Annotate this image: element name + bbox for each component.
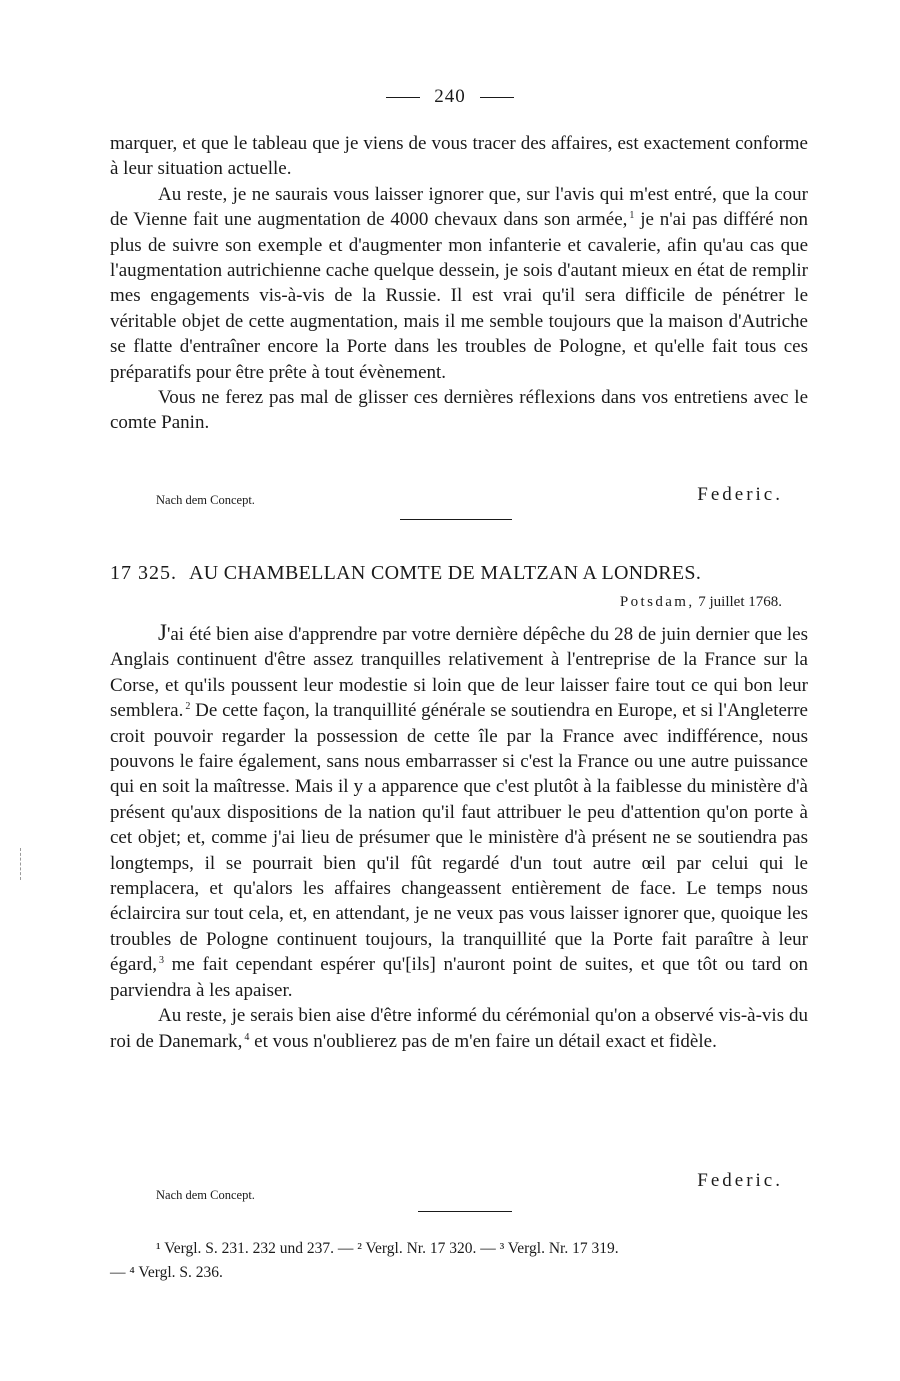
letter-place: Potsdam, — [619, 594, 695, 610]
letter-2-paragraph-2-text-b: et vous n'oublierez pas de m'en faire un détail exact et fidèle. — [249, 1030, 717, 1052]
margin-mark — [20, 848, 21, 880]
letter-2-body — [110, 620, 808, 1054]
letter-1-paragraph-2-text-b: je n'ai pas différé non plus de suivre son exemple et d'augmenter mon infanterie et cavalerie, afin qu'au cas que l'augmentation autrichienne cache quelque dessein, je sois d'autant mieux en état de remplir mes engagements vis-à-vis de la Russie. Il est vrai qu'il sera difficile de pénétrer le véritable objet de cette augmentation, mais il me semble toujours que la maison d'Autriche se flatte d'entraîner encore la Porte dans les troubles de Pologne, et qu'elle fait tous ces préparatifs pour être prête à tout évènement. — [110, 209, 808, 383]
letter-date: 7 juillet 1768. — [698, 594, 782, 610]
letter-2-paragraph-2-text-a: Au reste, je serais bien aise d'être informé du cérémonial qu'on a observé vis-à-vis du roi de Danemark, — [110, 1005, 808, 1052]
footnotes — [110, 1237, 808, 1285]
letter-2-heading — [110, 562, 808, 585]
header-dash-left — [386, 97, 420, 98]
letter-1-paragraph-1: marquer, et que le tableau que je viens de vous tracer des affaires, est exactement conforme à leur situation actuelle. — [110, 133, 808, 180]
footnote-ref-3: 3 — [158, 955, 164, 967]
letter-2-concept-note: Nach dem Concept. — [156, 1188, 255, 1202]
footnote-ref-1: 1 — [629, 210, 635, 222]
letter-2-paragraph-1-text-c: me fait cependant espérer qu'[ils] n'auront point de suites, et que tôt ou tard on parviendra à les apaiser. — [110, 954, 808, 1001]
letter-1-body — [110, 131, 808, 436]
footnote-ref-4: 4 — [244, 1031, 250, 1043]
page-number: 240 — [434, 86, 466, 107]
letter-1-paragraph-3: Vous ne ferez pas mal de glisser ces dernières réflexions dans vos entretiens avec le comte Panin. — [110, 387, 808, 434]
footnote-line-1: ¹ Vergl. S. 231. 232 und 237. — ² Vergl. Nr. 17 320. — ³ Vergl. Nr. 17 319. — [156, 1240, 619, 1257]
footnote-line-2: — ⁴ Vergl. S. 236. — [110, 1264, 223, 1281]
letter-1-paragraph-2 — [110, 182, 808, 385]
footnote-divider — [418, 1211, 512, 1212]
letter-1-paragraph-2-text-a: Au reste, je ne saurais vous laisser ignorer que, sur l'avis qui m'est entré, que la cour de Vienne fait une augmentation de 4000 chevaux dans son armée, — [110, 183, 808, 231]
header-dash-right — [480, 97, 514, 98]
letter-1-concept-note: Nach dem Concept. — [156, 493, 255, 507]
letter-2-paragraph-1-text-b: De cette façon, la tranquillité générale se soutiendra en Europe, et si l'Angleterre croit pouvoir regarder la possession de cette île par la France avec indifférence, nous pouvons le faire également, sans nous embarrasser si c'est la France ou une autre puissance qui en soit la maîtresse. Mais il y a apparence que c'est plutôt à la faiblesse du ministère d'à présent qu'aux dispositions de la nation qu'il faut attribuer le peu d'attention qu'on porte à cet objet; et, comme j'ai lieu de présumer que le ministère d'à présent ne se soutiendra pas longtemps, il se pourrait bien qu'il fût regardé d'un tout autre œil par celui qui le remplacera, et qu'alors les affaires changeassent entièrement de face. Le temps nous éclaircira sur tout cela, et, en attendant, je ne veux pas vous laisser ignorer que, quoique les troubles de Pologne continuent toujours, la tranquillité que la Porte fait paraître à leur égard, — [110, 700, 808, 976]
section-divider-1 — [400, 519, 512, 520]
letter-1-closing — [110, 484, 808, 510]
letter-2-signature: Federic. — [697, 1170, 783, 1191]
footnote-ref-2: 2 — [185, 701, 191, 713]
letter-2-paragraph-1 — [110, 620, 808, 1003]
letter-2-paragraph-2 — [110, 1003, 808, 1054]
page-header — [0, 86, 900, 108]
letter-2-initial: J — [158, 620, 167, 645]
letter-2-dateline — [620, 594, 782, 611]
letter-2-paragraph-1-text-a: 'ai été bien aise d'apprendre par votre dernière dépêche du 28 de juin dernier que les Anglais continuent d'être assez tranquilles relativement à l'entreprise de la France sur la Corse, et qu'ils poussent leur modestie si loin que de leur laisser faire tout ce qui bon leur semblera. — [110, 624, 808, 722]
letter-recipient: AU CHAMBELLAN COMTE DE MALTZAN A LONDRES. — [189, 562, 702, 584]
letter-1-signature: Federic. — [697, 484, 783, 505]
letter-2-closing — [110, 1170, 808, 1202]
letter-number: 17 325. — [110, 562, 177, 584]
